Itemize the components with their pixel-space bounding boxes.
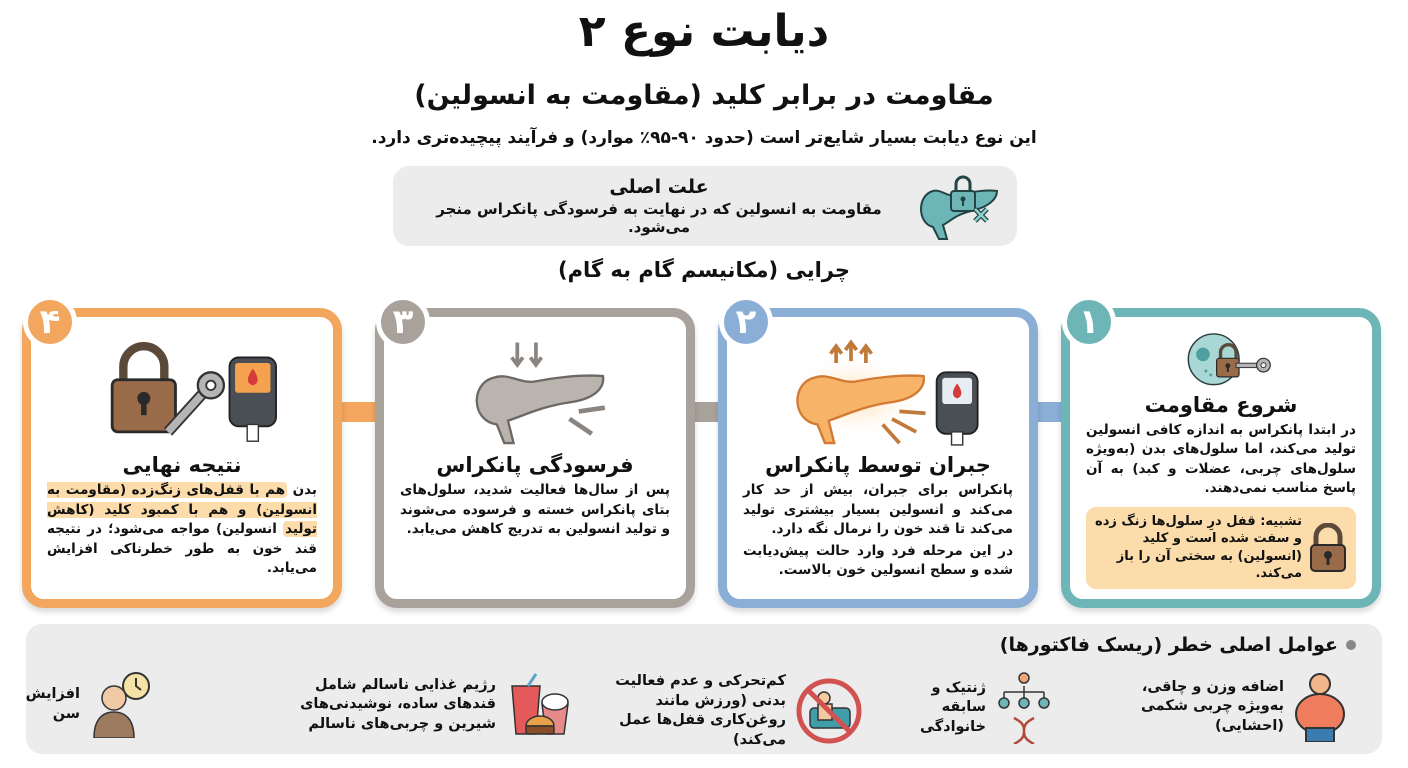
main-cause-text: مقاومت به انسولین که در نهایت به فرسودگی پانکراس منجر می‌شود. <box>436 200 882 236</box>
step-number-badge: ۴ <box>23 295 77 349</box>
analogy-box <box>1086 507 1356 589</box>
main-cause-heading: علت اصلی <box>609 176 709 198</box>
page-title: دیابت نوع ۲ <box>578 6 830 57</box>
step-number-badge: ۳ <box>376 295 430 349</box>
step-heading: جبران توسط پانکراس <box>765 453 991 477</box>
overworked-pancreas-icon <box>743 331 1013 449</box>
pancreas-lock-icon <box>911 171 1003 241</box>
risk-factor-genetics: ژنتیک و سابقه خانوادگی <box>896 672 1052 744</box>
step-body: پانکراس برای جبران، بیش از حد کار می‌کند و انسولین بسیار بیشتری تولید می‌کند تا قند خون را نرمال نگه دارد. در این مرحله فرد وارد حالت پیش‌دیابت شده و سطح انسولین خون بالاست. <box>743 482 1013 579</box>
family-dna-icon <box>996 672 1052 744</box>
highlighted-text: هم با قفل‌های زنگ‌زده (مقاومت به انسولین) و هم با کمبود کلید (کاهش تولید <box>47 482 317 538</box>
cell-lock-key-icon <box>1086 331 1356 389</box>
step-card-1 <box>1061 302 1381 608</box>
step-heading: فرسودگی پانکراس <box>436 453 634 477</box>
risk-factor-obesity: اضافه وزن و چاقی، به‌ویژه چربی شکمی (احشایی) <box>1134 672 1346 742</box>
risk-factor-sedentary: کم‌تحرکی و عدم فعالیت بدنی (ورزش مانند روغن‌کاری قفل‌ها عمل می‌کند) <box>596 672 862 750</box>
mechanism-title: چرایی (مکانیسم گام به گام) <box>558 258 850 282</box>
intro-text: این نوع دیابت بسیار شایع‌تر است (حدود ۹۰-۹۵٪ موارد) و فرآیند پیچیده‌تری دارد. <box>371 128 1037 148</box>
risk-factors-heading: عوامل اصلی خطر (ریسک فاکتورها) <box>1000 634 1356 656</box>
step-body: در ابتدا پانکراس به اندازه کافی انسولین تولید می‌کند، اما سلول‌های بدن (به‌ویژه سلول‌های چربی، عضلات و کبد) به آن پاسخ مناسب نمی‌دهند. <box>1086 421 1356 497</box>
exhausted-pancreas-icon <box>400 331 670 449</box>
analogy-text: تشبیه: قفل درِ سلول‌ها زنگ زده و سفت شده است و کلید (انسولین) به سختی آن را باز می‌کند. <box>1095 513 1302 582</box>
rusty-lock-icon <box>1308 523 1348 573</box>
risk-factor-age: افزایش سن <box>10 672 152 738</box>
no-sedentary-icon <box>796 678 862 744</box>
bullet-icon <box>1346 640 1356 650</box>
risk-factor-diet: رژیم غذایی ناسالم شامل قندهای ساده، نوشیدنی‌های شیرین و چربی‌های ناسالم <box>296 672 572 738</box>
step-card-3 <box>375 302 695 608</box>
step-heading: شروع مقاومت <box>1144 392 1298 417</box>
junk-food-icon <box>506 672 572 738</box>
step-number-badge: ۱ <box>1062 295 1116 349</box>
step-body: بدن هم با قفل‌های زنگ‌زده (مقاومت به انسولین) و هم با کمبود کلید (کاهش تولید انسولین) مواجه می‌شود؛ در نتیجه قند خون به طور خطرناکی افزایش می‌یابد. <box>47 482 317 577</box>
page-subtitle: مقاومت در برابر کلید (مقاومت به انسولین) <box>414 80 994 111</box>
elderly-clock-icon <box>90 672 152 738</box>
step-number-badge: ۲ <box>719 295 773 349</box>
main-cause-box <box>393 166 1017 246</box>
step-heading: نتیجه نهایی <box>122 453 242 477</box>
rusty-lock-glucometer-icon <box>47 331 317 449</box>
risk-factors-panel <box>26 624 1382 754</box>
obesity-icon <box>1294 672 1346 742</box>
step-body: پس از سال‌ها فعالیت شدید، سلول‌های بتای پانکراس خسته و فرسوده می‌شوند و تولید انسولین به تدریج کاهش می‌یابد. <box>400 482 670 538</box>
step-card-2 <box>718 302 1038 608</box>
step-card-4 <box>22 302 342 608</box>
